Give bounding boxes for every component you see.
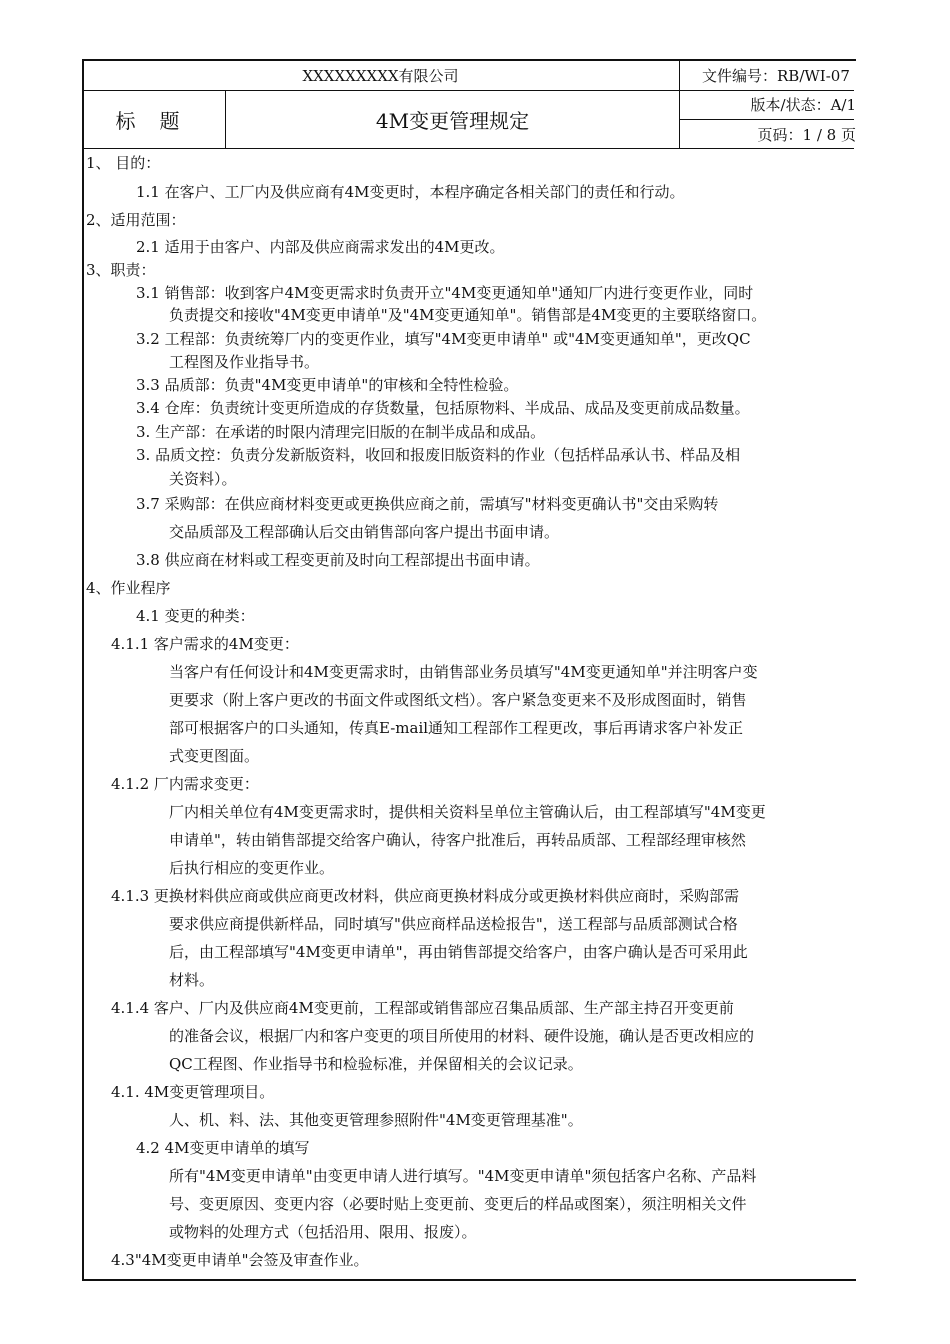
body-line: QC工程图、作业指导书和检验标准，并保留相关的会议记录。 bbox=[169, 1055, 583, 1073]
body-line: 厂内相关单位有4M变更需求时，提供相关资料呈单位主管确认后，由工程部填写"4M变更 bbox=[169, 803, 766, 821]
body-line: 4.1. 4M变更管理项目。 bbox=[111, 1083, 275, 1101]
company-name: XXXXXXXXX有限公司 bbox=[302, 66, 459, 85]
body-line: 工程图及作业指导书。 bbox=[169, 353, 320, 371]
body-line: 3.8 供应商在材料或工程变更前及时向工程部提出书面申请。 bbox=[136, 551, 540, 569]
body-line: 部可根据客户的口头通知，传真E-mail通知工程部作工程更改，事后再请求客户补发正 bbox=[169, 719, 744, 737]
body-line: 后执行相应的变更作业。 bbox=[169, 859, 335, 877]
document-title: 4M变更管理规定 bbox=[375, 108, 530, 133]
body-line: 所有"4M变更申请单"由变更申请人进行填写。"4M变更申请单"须包括客户名称、产品料 bbox=[169, 1167, 757, 1185]
body-line: 3.3 品质部：负责"4M变更申请单"的审核和全特性检验。 bbox=[136, 376, 519, 394]
body-line: 材料。 bbox=[169, 971, 215, 989]
title-label: 标题 bbox=[115, 108, 204, 133]
body-line: 4.2 4M变更申请单的填写 bbox=[136, 1139, 310, 1157]
body-line: 3. 生产部：在承诺的时限内清理完旧版的在制半成品和成品。 bbox=[136, 423, 546, 441]
body-line: 的准备会议，根据厂内和客户变更的项目所使用的材料、硬件设施，确认是否更改相应的 bbox=[169, 1027, 755, 1045]
section-heading: 2、适用范围： bbox=[86, 211, 186, 229]
body-line: 交品质部及工程部确认后交由销售部向客户提出书面申请。 bbox=[169, 523, 560, 541]
body-line: 更要求（附上客户更改的书面文件或图纸文档）。客户紧急变更来不及形成图面时，销售 bbox=[169, 691, 747, 709]
document-header bbox=[82, 59, 854, 149]
body-line: 要求供应商提供新样品，同时填写"供应商样品送检报告"，送工程部与品质部测试合格 bbox=[169, 915, 738, 933]
body-line: 或物料的处理方式（包括沿用、限用、报废）。 bbox=[169, 1223, 477, 1241]
body-line: 4.3"4M变更申请单"会签及审查作业。 bbox=[111, 1251, 369, 1269]
section-heading: 3、职责： bbox=[86, 261, 156, 279]
body-line: 3.4 仓库：负责统计变更所造成的存货数量，包括原物料、半成品、成品及变更前成品数量。 bbox=[136, 399, 750, 417]
body-line: 4.1.1 客户需求的4M变更： bbox=[111, 635, 299, 653]
page-number: 页码：1 / 8 页 bbox=[757, 125, 856, 144]
body-line: 4.1.3 更换材料供应商或供应商更改材料，供应商更换材料成分或更换材料供应商时，采购部需 bbox=[111, 887, 739, 905]
body-line: 3.2 工程部：负责统筹厂内的变更作业，填写"4M变更申请单" 或"4M变更通知单"，更改QC bbox=[136, 330, 751, 348]
body-line: 4.1 变更的种类： bbox=[136, 607, 255, 625]
document-number: 文件编号：RB/WI-07 bbox=[702, 66, 850, 85]
body-line: 当客户有任何设计和4M变更需求时，由销售部业务员填写"4M变更通知单"并注明客户变 bbox=[169, 663, 758, 681]
section-heading: 1、 目的： bbox=[86, 154, 161, 172]
body-line: 4.1.2 厂内需求变更： bbox=[111, 775, 259, 793]
body-line: 申请单"，转由销售部提交给客户确认，待客户批准后，再转品质部、工程部经理审核然 bbox=[169, 831, 746, 849]
body-line: 人、机、料、法、其他变更管理参照附件"4M变更管理基准"。 bbox=[169, 1111, 583, 1129]
body-line: 号、变更原因、变更内容（必要时贴上变更前、变更后的样品或图案），须注明相关文件 bbox=[169, 1195, 747, 1213]
body-line: 3. 品质文控：负责分发新版资料，收回和报废旧版资料的作业（包括样品承认书、样品及相 bbox=[136, 446, 741, 464]
body-line: 负责提交和接收"4M变更申请单"及"4M变更通知单"。销售部是4M变更的主要联络窗口。 bbox=[169, 306, 767, 324]
body-line: 4.1.4 客户、厂内及供应商4M变更前，工程部或销售部应召集品质部、生产部主持召开变更前 bbox=[111, 999, 734, 1017]
body-line: 后，由工程部填写"4M变更申请单"，再由销售部提交给客户，由客户确认是否可采用此 bbox=[169, 943, 748, 961]
body-line: 2.1 适用于由客户、内部及供应商需求发出的4M更改。 bbox=[136, 238, 505, 256]
body-line: 1.1 在客户、工厂内及供应商有4M变更时，本程序确定各相关部门的责任和行动。 bbox=[136, 183, 685, 201]
version-status: 版本/状态：A/1 bbox=[750, 96, 856, 114]
body-line: 关资料）。 bbox=[169, 470, 237, 488]
section-heading: 4、作业程序 bbox=[86, 579, 171, 597]
body-line: 3.1 销售部：收到客户4M变更需求时负责开立"4M变更通知单"通知厂内进行变更作业，同时 bbox=[136, 284, 754, 302]
body-line: 3.7 采购部：在供应商材料变更或更换供应商之前，需填写"材料变更确认书"交由采购转 bbox=[136, 495, 719, 513]
body-line: 式变更图面。 bbox=[169, 747, 260, 765]
